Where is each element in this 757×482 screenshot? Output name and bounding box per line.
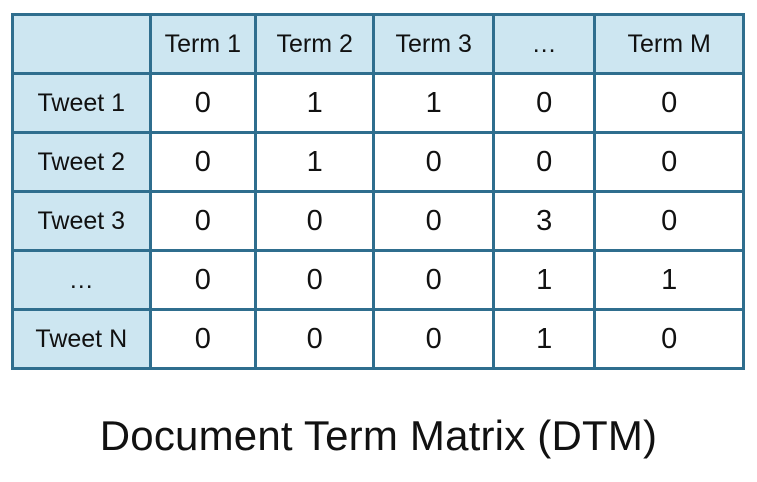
matrix-cell: 0: [493, 133, 594, 192]
row-header: …: [13, 251, 151, 310]
matrix-cell: 0: [595, 310, 744, 369]
row-header: Tweet 3: [13, 192, 151, 251]
matrix-cell: 0: [374, 251, 493, 310]
matrix-cell: 0: [255, 192, 373, 251]
matrix-cell: 3: [493, 192, 594, 251]
row-header: Tweet 2: [13, 133, 151, 192]
matrix-cell: 1: [493, 310, 594, 369]
row-header: Tweet N: [13, 310, 151, 369]
column-header: …: [493, 15, 594, 74]
matrix-cell: 0: [374, 192, 493, 251]
table-row: [13, 133, 744, 192]
matrix-cell: 1: [374, 74, 493, 133]
matrix-cell: 1: [255, 133, 373, 192]
matrix-cell: 0: [255, 310, 373, 369]
matrix-cell: 0: [595, 133, 744, 192]
row-header: Tweet 1: [13, 74, 151, 133]
matrix-cell: 0: [374, 310, 493, 369]
column-header: Term 2: [255, 15, 373, 74]
column-header: Term M: [595, 15, 744, 74]
column-header: Term 1: [150, 15, 255, 74]
table-row: [13, 74, 744, 133]
matrix-cell: 0: [595, 74, 744, 133]
column-header: Term 3: [374, 15, 493, 74]
document-term-matrix: [11, 13, 745, 370]
header-row: [13, 15, 744, 74]
figure-caption: Document Term Matrix (DTM): [99, 412, 658, 459]
table-row: [13, 192, 744, 251]
matrix-cell: 0: [150, 192, 255, 251]
matrix-cell: 1: [255, 74, 373, 133]
table-row: [13, 310, 744, 369]
matrix-cell: 1: [493, 251, 594, 310]
matrix-cell: 0: [150, 74, 255, 133]
table-row: [13, 251, 744, 310]
matrix-cell: 0: [374, 133, 493, 192]
matrix-cell: 0: [150, 133, 255, 192]
matrix-cell: 0: [150, 251, 255, 310]
matrix-cell: 0: [255, 251, 373, 310]
matrix-cell: 0: [493, 74, 594, 133]
matrix-cell: 0: [150, 310, 255, 369]
corner-cell: [13, 15, 151, 74]
matrix-cell: 0: [595, 192, 744, 251]
matrix-cell: 1: [595, 251, 744, 310]
